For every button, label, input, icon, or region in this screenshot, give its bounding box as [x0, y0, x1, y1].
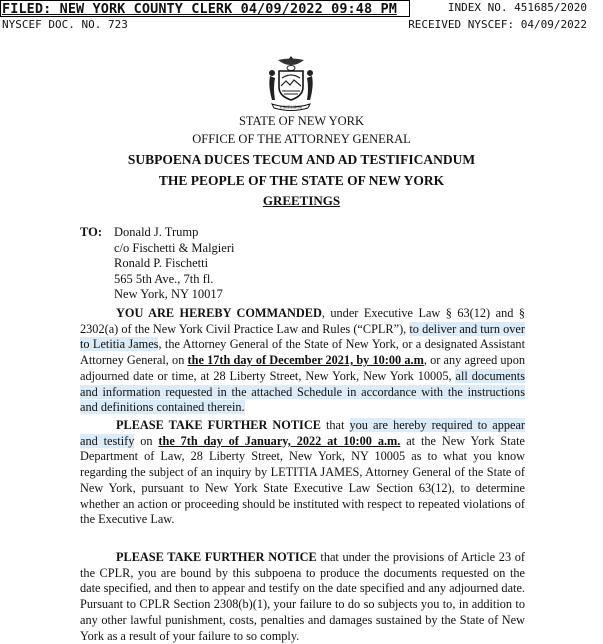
highlighted-text: to deliver and turn over to Letitia James [80, 321, 525, 352]
testimony-notice-paragraph [80, 418, 525, 528]
received-stamp: RECEIVED NYSCEF: 04/09/2022 [408, 18, 587, 31]
notice-lead: PLEASE TAKE FURTHER NOTICE [116, 418, 321, 432]
command-paragraph [80, 306, 525, 416]
highlighted-text: all documents and information requested in the attached Schedule in accordance with the instructions and definitions contained therein. [80, 368, 525, 415]
notice-lead: PLEASE TAKE FURTHER NOTICE [116, 550, 317, 564]
index-number: INDEX NO. 451685/2020 [447, 1, 587, 14]
filing-stamp-box [0, 0, 410, 17]
address-line: 565 5th Ave., 7th fl. [114, 271, 214, 286]
paragraph-text: on [134, 433, 159, 448]
testimony-date: the 7th day of January, 2022 at 10:00 a.m. [158, 433, 401, 448]
penalty-notice-paragraph [80, 550, 525, 644]
to-label: TO: [80, 225, 102, 239]
document-title: SUBPOENA DUCES TECUM AND AD TESTIFICANDUM [127, 152, 476, 167]
seal-motto: EXCELSIOR [280, 104, 302, 110]
new-york-state-seal-icon [262, 54, 320, 112]
paragraph-text: at the New York State Department of Law, 28 Liberty Street, New York, NY 10005 as to what you know regarding the subject of an inquiry by LETITIA JAMES, Attorney General of the State of New York, pursuant to New York State Executive Law Section 63(12), to determine whether an action or proceeding should be instituted with respect to repeated violations of the Executive Law. [80, 433, 525, 527]
address-line: Donald J. Trump [114, 225, 199, 239]
address-line: Ronald P. Fischetti [114, 256, 209, 271]
paragraph-text: that under the provisions of Article 23 of the CPLR, you are bound by this subpoena to produce the documents requested on the date specified, and then to appear and testify on the date specified and any adjourned date. Pursuant to CPLR Section 2308(b)(1), your failure to do so subjects you to, in addition to any other lawful punishment, costs, penalties and damages sustained by the State of New York as a result of your failure to so comply. [80, 550, 525, 643]
greetings-heading: GREETINGS [262, 193, 341, 208]
filed-stamp: FILED: NEW YORK COUNTY CLERK 04/09/2022 09:48 PM [2, 1, 397, 17]
recipient-address [114, 225, 234, 303]
command-lead: YOU ARE HEREBY COMMANDED [116, 306, 322, 320]
state-heading: STATE OF NEW YORK [238, 114, 365, 128]
office-heading: OFFICE OF THE ATTORNEY GENERAL [192, 132, 411, 146]
paragraph-text: , under Executive Law § 63(12) and § 2302(a) of the New York Civil Practice Law and Rules (“CPLR”), [80, 306, 525, 336]
paragraph-text: , the Attorney General of the State of New York, or a designated Assistant Attorney General, on [80, 337, 525, 368]
highlighted-text: you are hereby required to appear and testify [80, 418, 525, 448]
production-date: the 17th day of December 2021, by 10:00 a.m [187, 353, 424, 368]
paragraph-text: , or any agreed upon adjourned date or time, at 28 Liberty Street, New York, New York 10005, [80, 353, 525, 383]
address-line: c/o Fischetti & Malgieri [114, 240, 235, 255]
address-line: New York, NY 10017 [114, 287, 223, 302]
paragraph-text: that [320, 418, 350, 432]
nyscef-doc-number: NYSCEF DOC. NO. 723 [2, 18, 128, 31]
document-subtitle: THE PEOPLE OF THE STATE OF NEW YORK [158, 173, 445, 188]
